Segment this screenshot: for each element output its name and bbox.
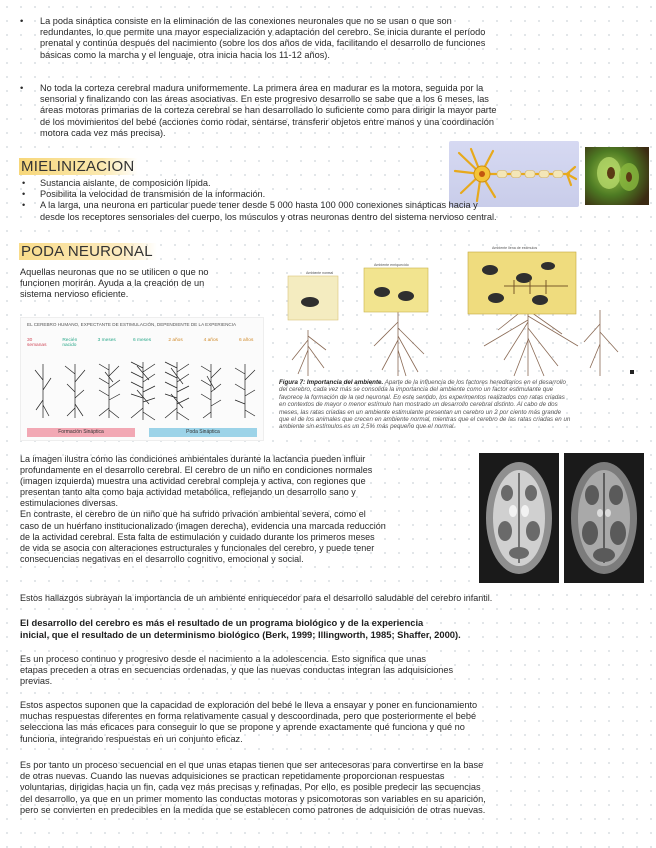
poda-neuronal-heading: PODA NEURONAL xyxy=(19,243,157,260)
bullet-dot: • xyxy=(20,16,24,27)
text-line: caso de un huérfano institucionalizado (imagen derecha), evidencia una marcada reducción xyxy=(20,520,386,531)
text-line: Aquellas neuronas que no se utilicen o que no xyxy=(20,267,209,277)
text-line: En contraste, el cerebro de un niño que ha sufrido privación ambiental severa, como el xyxy=(20,509,366,520)
text-line: El desarrollo del cerebro es más el resultado de un programa biológico y de la experiencia xyxy=(20,617,424,628)
text-line: prenatal y continúa después del nacimiento (sobre los dos años de vida, facilitando el desarrollo de funciones xyxy=(40,38,486,49)
brain-scan-normal-drawing xyxy=(479,453,559,583)
text-line: de vida se asocia con alteraciones estructurales y funcionales del cerebro, y puede tener xyxy=(20,542,375,553)
age-label: 30 semanas xyxy=(27,338,47,348)
text-line: previas. xyxy=(20,676,53,687)
environment-rats-figure xyxy=(278,246,636,378)
mielinizacion-list xyxy=(22,178,642,223)
text-line: presentan tanto alta como baja actividad metabólica, reflejando un desarrollo sano y xyxy=(20,487,356,498)
text-line: áreas motoras primarias de la corteza cerebral se han desarrollado lo suficiente como para dirigir la mayor parte xyxy=(40,105,497,116)
text-line: muchas respuestas diferentes en forma relativamente casual y descoordinada, pero que posteriormente el bebé xyxy=(20,711,477,722)
bullet-dot: • xyxy=(20,83,24,94)
list-item: • A la larga, una neurona en particular puede tener desde 5 000 hasta 100 000 conexiones sinápticas hacia y xyxy=(22,200,642,211)
synaptic-formation-label: Formación Sináptica xyxy=(27,428,135,437)
text-line: consecuencias negativas en el desarrollo cognitivo, emocional y social. xyxy=(20,553,304,564)
text-line: funciona, integrando respuestas en un conjunto eficaz. xyxy=(20,733,243,744)
text-line: La poda sináptica consiste en la eliminación de las conexiones neuronales que no se usan o que son xyxy=(40,16,452,26)
caption-line: que el de los animales que crecen en ambiente normal, mientras que el cerebro de las ratas criadas en un xyxy=(279,416,571,424)
text-line: selecciona las más eficaces para conseguir lo que se propone y aprende exactamente qué funciona y qué no xyxy=(20,722,465,733)
text-line: Estos aspectos suponen que la capacidad de exploración del bebé le lleva a ensayar y poner en funcionamiento xyxy=(20,700,478,710)
text-line: del desarrollo, ya que en un primer momento las conductas motoras y psicomotoras son variables en su aparición, xyxy=(20,793,486,804)
age-label: 4 años xyxy=(203,338,219,343)
text-line: pero se convierten en predecibles en la medida que se establecen como patrones de adquisición de otras nuevas. xyxy=(20,804,486,815)
text-line: redundantes, lo que permite una mayor especialización y adaptación del cerebro. Se inicia durante el período xyxy=(40,27,486,38)
text-line: profundamente en el desarrollo cerebral. El cerebro de un niño en condiciones normales xyxy=(20,465,373,476)
text-line: funcionen morirán. Ayuda a la creación de un xyxy=(20,278,205,289)
text-line: sensorial y finalizando con las áreas asociativas. En este progresivo desarrollo se sabe que a los 6 meses, las xyxy=(40,94,489,105)
text-line: (imagen izquierda) muestra una actividad cerebral compleja y activa, con regiones que xyxy=(20,476,366,487)
caption-line: ambiente sin estímulos es un 2,5% más pequeño que el normal. xyxy=(279,423,456,431)
text-line: motora cada vez más precisa). xyxy=(40,127,166,138)
paragraph-1 xyxy=(20,654,640,688)
caption-line: meses, las ratas criadas en un ambiente estimulante presentan un cerebro un 2 por ciento más grande xyxy=(279,408,562,416)
brain-conclusion: Estos hallazgos subrayan la importancia de un ambiente enriquecedor para el desarrollo saludable del cerebro infantil. xyxy=(20,593,493,603)
caption-line: en contextos de mayor o menor estímulo han mostrado un desarrollo cerebral distinto. Al cabo de dos xyxy=(279,401,558,409)
paragraph-2 xyxy=(20,700,640,745)
caption-line: del cerebro, cada vez más se consolida la importancia del ambiente como un factor estimulante que xyxy=(279,386,554,394)
age-label: 6 meses xyxy=(132,338,152,343)
intro-bullet-text xyxy=(40,16,640,61)
brain-scan-normal xyxy=(479,453,559,583)
text-line: inicial, que el resultado de un determinismo biológico (Berk, 1999; Illingworth, 1985; Shaffer, 2000). xyxy=(20,628,461,640)
caption-label: Figura 7: Importancia del ambiente. xyxy=(279,379,384,386)
synaptic-development-figure xyxy=(20,317,264,441)
text-line: de la actividad cerebral. Esta falta de estimulación y cuidado durante los primeros meses xyxy=(20,531,375,542)
panel-title: Ambiente llena de estímulos xyxy=(492,246,538,250)
text-line: Es un proceso continuo y progresivo desde el nacimiento a la adolescencia. Esto significa que unas xyxy=(20,654,427,664)
text-line: sistema nervioso eficiente. xyxy=(20,289,129,300)
rats-environment-drawing xyxy=(278,246,636,378)
text-line: estimulaciones diversas. xyxy=(20,498,119,509)
age-label: 2 años xyxy=(168,338,183,343)
text-line: Es por tanto un proceso secuencial en el que unas etapas tienen que ser antecesoras para convertirse en la base xyxy=(20,760,484,770)
text-line: de otras nuevas. Cuando las nuevas adquisiciones se practican repetidamente proporcionan respuestas xyxy=(20,771,445,782)
list-item: • Sustancia aislante, de composición lípida. xyxy=(22,178,642,189)
figure-title: EL CEREBRO HUMANO, EXPECTANTE DE ESTIMULACIÓN, DEPENDIENTE DE LA EXPERIENCIA xyxy=(27,322,237,327)
age-labels xyxy=(27,338,261,348)
text-line: voluntarias, dirigidas hacia un fin, cada vez más precisas y refinadas. Por ello, es posible predecir las secuencias xyxy=(20,782,481,793)
panel-title: Ambiente normal xyxy=(306,271,334,275)
mielinizacion-heading: MIELINIZACION xyxy=(19,158,138,175)
poda-neuronal-text xyxy=(20,267,270,301)
brain-scan-text xyxy=(20,454,472,565)
paragraph-3 xyxy=(20,760,640,816)
list-item-continuation: desde los receptores sensoriales del cuerpo, los músculos y otras neuronas dentro del sistema nervioso central. xyxy=(40,211,497,222)
age-label: 6 años xyxy=(238,338,254,343)
text-line: La imagen ilustra cómo las condiciones ambientales durante la lactancia pueden influir xyxy=(20,454,366,464)
key-statement xyxy=(20,617,640,640)
age-label: Recién nacido xyxy=(62,338,78,348)
panel-title: Ambiente enriquecido xyxy=(374,263,409,267)
caption-line: favorece la formación de la red neuronal. En este sentido, los experimentos realizados con ratas criadas xyxy=(279,393,565,401)
list-item: • Posibilita la velocidad de transmisión de la información. xyxy=(22,189,642,200)
dendrite-drawings xyxy=(27,360,261,422)
caption-line: Aparte de la influencia de los factores hereditarios en el desarrollo xyxy=(384,379,566,386)
text-line: etapas preceden a otras en secuencias ordenadas, y que las nuevas conductas integran las adquisiciones xyxy=(20,665,454,676)
text-line: básicas como la marcha y el lenguaje, otra inicia hacia los 11-12 años). xyxy=(40,49,330,60)
brain-scan-deprived xyxy=(564,453,644,583)
age-label: 3 meses xyxy=(97,338,116,343)
text-line: No toda la corteza cerebral madura uniformemente. La primera área en madurar es la motora, seguida por la xyxy=(40,83,484,93)
brain-scan-deprived-drawing xyxy=(564,453,644,583)
synaptic-pruning-label: Poda Sináptica xyxy=(149,428,257,437)
figure-7-caption xyxy=(279,379,637,431)
text-line: de los movimientos del bebé (acciones como rodar, sentarse, transferir objetos entre manos y una coordinación xyxy=(40,116,494,127)
intro-bullet-text xyxy=(40,83,640,139)
